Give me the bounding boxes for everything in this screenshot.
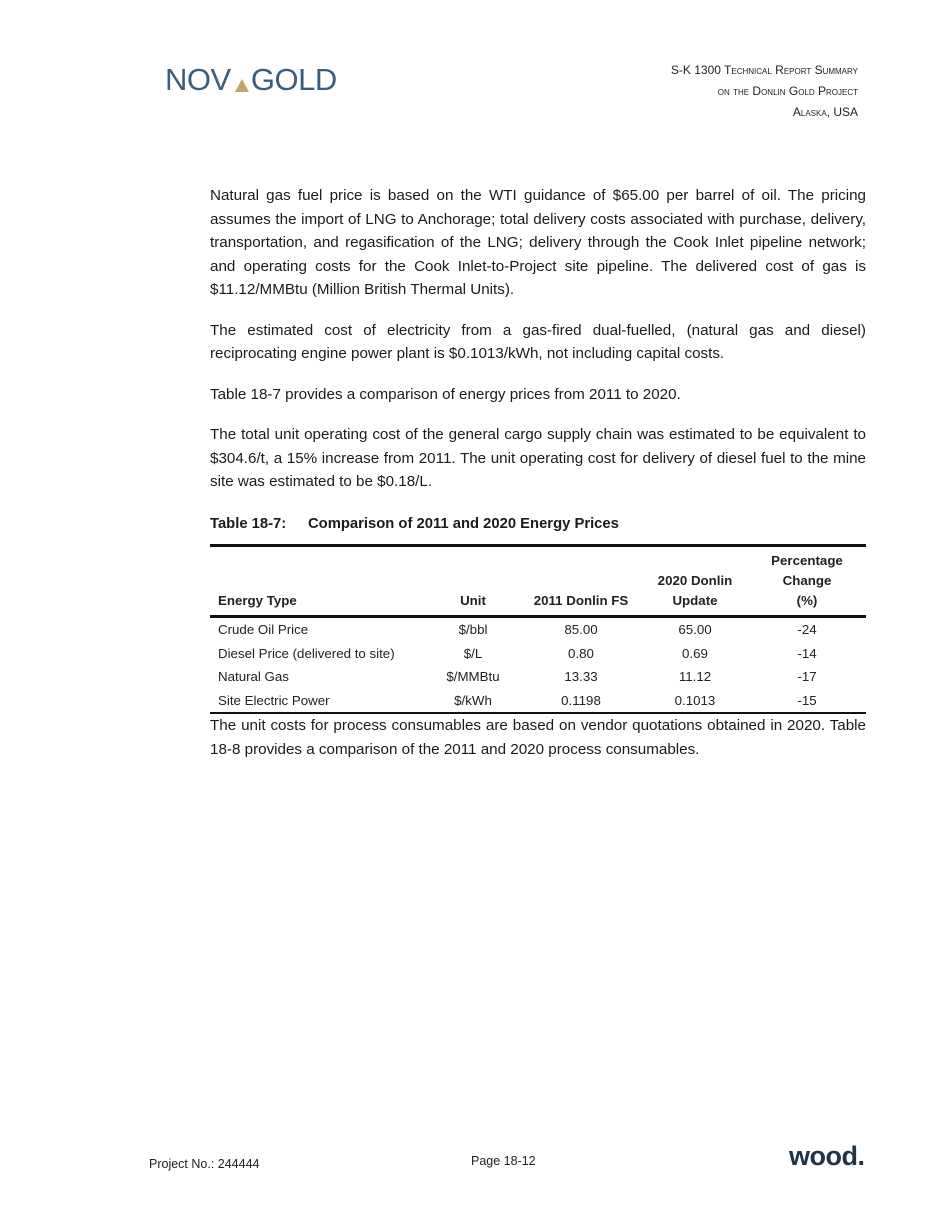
novagold-logo [165, 64, 337, 95]
cell-2011-fs: 85.00 [564, 622, 598, 637]
logo-triangle-icon [235, 79, 249, 92]
cell-energy-type: Natural Gas [218, 669, 289, 684]
paragraph-supply-chain: The total unit operating cost of the general cargo supply chain was estimated to be equivalent to $304.6/t, a 15% increase from 2011. The unit operating cost for delivery of diesel fuel to the mine site was estimated to be $0.18/L. [210, 426, 866, 490]
table-row [210, 617, 866, 642]
header-2020-update-line2: Update [672, 593, 718, 608]
cell-2020-update: 0.1013 [642, 689, 748, 714]
cell-2020-update: 11.12 [678, 669, 712, 684]
paragraph-gas-price: Natural gas fuel price is based on the WTI guidance of $65.00 per barrel of oil. The pricing assumes the import of LNG to Anchorage; total delivery costs associated with purchase, delivery, transportation, and regasification of the LNG; delivery through the Cook Inlet pipeline network; and operating costs for the Cook Inlet-to-Project site pipeline. The delivered cost of gas is $11.12/MMBtu (Million British Thermal Units). [210, 187, 866, 298]
report-title-line3: Alaska, USA [792, 105, 858, 119]
cell-energy-type: Diesel Price (delivered to site) [218, 645, 395, 661]
logo-accent [231, 64, 251, 95]
cell-percentage-change: -15 [748, 689, 866, 714]
header-2020-update-line1: 2020 Donlin [657, 573, 733, 588]
cell-unit: $/kWh [426, 689, 520, 714]
cell-energy-type: Crude Oil Price [218, 622, 309, 637]
cell-2020-update: 0.69 [682, 645, 708, 661]
table-caption [210, 513, 866, 537]
table-header-row [210, 546, 866, 617]
header-pct-line2: (%) [796, 593, 818, 608]
cell-2020-update: 65.00 [678, 622, 712, 637]
report-title-line1: S-K 1300 Technical Report Summary [670, 63, 858, 77]
table-caption-title: Comparison of 2011 and 2020 Energy Prices [308, 515, 619, 532]
table-row [210, 665, 866, 689]
header-percentage-change [748, 546, 866, 617]
header-unit: Unit [426, 546, 520, 617]
table-row [210, 642, 866, 666]
cell-energy-type: Site Electric Power [210, 689, 426, 714]
cell-2011-fs: 13.33 [564, 669, 598, 684]
wood-logo: wood. [789, 1141, 865, 1171]
logo-text-right: GOLD [250, 62, 337, 97]
logo-text-left: NOV [165, 62, 231, 97]
cell-percentage-change: -14 [797, 645, 817, 661]
project-number: Project No.: 244444 [149, 1157, 260, 1171]
paragraph-table-intro: Table 18-7 provides a comparison of energy prices from 2011 to 2020. [210, 385, 681, 403]
report-title-block [671, 60, 858, 123]
cell-percentage-change: -17 [797, 669, 817, 684]
header-energy-type: Energy Type [210, 546, 426, 617]
cell-percentage-change: -24 [797, 622, 817, 637]
page-content [210, 184, 866, 778]
table-row [210, 689, 866, 714]
header-pct-line1: Percentage Change [771, 553, 843, 588]
header-2011-fs: 2011 Donlin FS [520, 546, 642, 617]
paragraph-consumables: The unit costs for process consumables are based on vendor quotations obtained in 2020. Table 18-8 provides a comparison of the 2011 and 2020 process consumables. [210, 717, 866, 758]
paragraph-electricity-cost: The estimated cost of electricity from a gas-fired dual-fuelled, (natural gas and diesel) reciprocating engine power plant is $0.1013/kWh, not including capital costs. [210, 321, 866, 362]
page-number: Page 18-12 [471, 1154, 536, 1168]
header-2020-update [642, 546, 748, 617]
cell-unit: $/L [463, 645, 483, 661]
cell-unit: $/bbl [458, 622, 488, 637]
cell-2011-fs: 0.80 [568, 645, 594, 661]
energy-prices-table [210, 544, 866, 714]
report-title-line2: on the Donlin Gold Project [717, 84, 858, 98]
table-caption-number: Table 18-7: [210, 515, 287, 532]
cell-unit: $/MMBtu [446, 669, 500, 684]
cell-2011-fs: 0.1198 [520, 689, 642, 714]
